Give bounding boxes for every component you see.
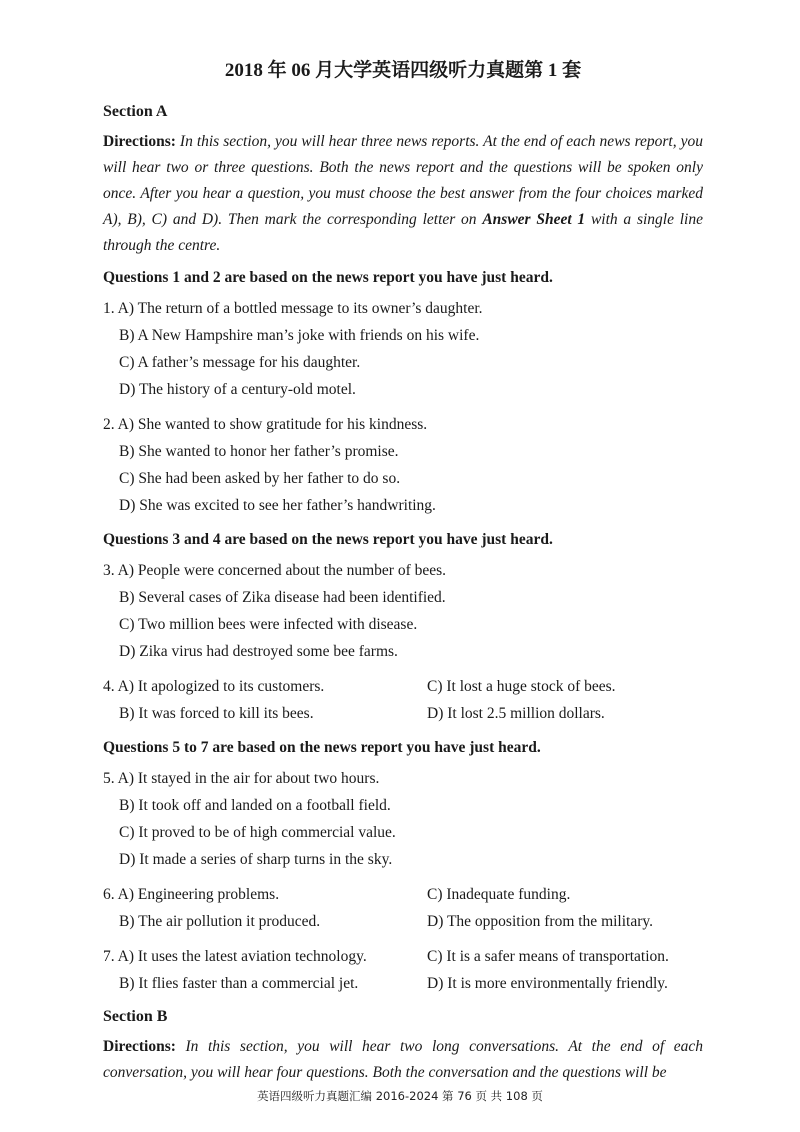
- option-c: C) Inadequate funding.: [427, 886, 571, 903]
- question-group-heading: Questions 5 to 7 are based on the news report you have just heard.: [103, 739, 541, 756]
- option-a: 7. A) It uses the latest aviation technology.: [103, 948, 367, 965]
- option-row: [103, 943, 703, 970]
- question-3: [103, 557, 703, 665]
- option-c: C) It is a safer means of transportation.: [427, 948, 669, 965]
- page-title: 2018 年 06 月大学英语四级听力真题第 1 套: [224, 60, 582, 81]
- option-d: D) It made a series of sharp turns in the sky.: [119, 851, 393, 868]
- option-d: D) Zika virus had destroyed some bee farms.: [119, 643, 398, 660]
- option-b: B) The air pollution it produced.: [119, 913, 321, 930]
- option-a: 1. A) The return of a bottled message to its owner’s daughter.: [103, 300, 483, 317]
- question-7: [103, 943, 703, 997]
- option-row: [103, 970, 703, 997]
- directions-text: In this section, you will hear three news reports. At the end of each news report, you will hear two or three questions. Both the news report and the questions will be spoken only once. After you hear a question, you must choose the best answer from the four choices marked A), B), C) and D). Then mark the corresponding letter on: [103, 133, 703, 228]
- option-b: B) It flies faster than a commercial jet.: [119, 975, 359, 992]
- option-c: C) A father’s message for his daughter.: [119, 354, 361, 371]
- document-page: [103, 56, 703, 1092]
- directions-text: In this section, you will hear two long conversations. At the end of each conversation, you will hear four questions. Both the conversation and the questions will be: [103, 1038, 703, 1081]
- question-4: [103, 673, 703, 727]
- question-1: [103, 295, 703, 403]
- directions-text-end: with a single line through the centre.: [103, 211, 703, 254]
- option-d: D) She was excited to see her father’s handwriting.: [119, 497, 436, 514]
- option-b: B) She wanted to honor her father’s promise.: [119, 443, 399, 460]
- question-2: [103, 411, 703, 519]
- option-b: B) A New Hampshire man’s joke with friends on his wife.: [119, 327, 480, 344]
- option-d: D) It is more environmentally friendly.: [427, 975, 668, 992]
- option-a: 5. A) It stayed in the air for about two hours.: [103, 770, 380, 787]
- option-d: D) The opposition from the military.: [427, 913, 654, 930]
- option-b: B) Several cases of Zika disease had been identified.: [119, 589, 446, 606]
- option-a: 2. A) She wanted to show gratitude for his kindness.: [103, 416, 428, 433]
- option-b: B) It took off and landed on a football field.: [119, 797, 391, 814]
- option-c: C) It proved to be of high commercial value.: [119, 824, 396, 841]
- section-a-directions: [103, 129, 703, 259]
- option-row: [103, 673, 703, 700]
- section-b-directions: [103, 1034, 703, 1086]
- section-b-heading: Section B: [103, 1008, 168, 1025]
- option-c: C) It lost a huge stock of bees.: [427, 678, 616, 695]
- directions-lead: Directions:: [103, 1038, 176, 1055]
- option-d: D) It lost 2.5 million dollars.: [427, 705, 605, 722]
- option-b: B) It was forced to kill its bees.: [119, 705, 314, 722]
- option-c: C) She had been asked by her father to do so.: [119, 470, 401, 487]
- directions-answer-sheet: Answer Sheet 1: [482, 211, 586, 228]
- question-6: [103, 881, 703, 935]
- option-a: 3. A) People were concerned about the number of bees.: [103, 562, 447, 579]
- option-d: D) The history of a century-old motel.: [119, 381, 356, 398]
- option-row: [103, 881, 703, 908]
- page-footer: 英语四级听力真题汇编 2016-2024 第 76 页 共 108 页: [257, 1089, 543, 1103]
- section-a-heading: Section A: [103, 103, 168, 120]
- option-row: [103, 700, 703, 727]
- question-group-heading: Questions 3 and 4 are based on the news report you have just heard.: [103, 531, 553, 548]
- option-a: 6. A) Engineering problems.: [103, 886, 280, 903]
- option-c: C) Two million bees were infected with disease.: [119, 616, 418, 633]
- directions-lead: Directions:: [103, 133, 176, 150]
- option-row: [103, 908, 703, 935]
- option-a: 4. A) It apologized to its customers.: [103, 678, 325, 695]
- question-group-heading: Questions 1 and 2 are based on the news report you have just heard.: [103, 269, 553, 286]
- question-5: [103, 765, 703, 873]
